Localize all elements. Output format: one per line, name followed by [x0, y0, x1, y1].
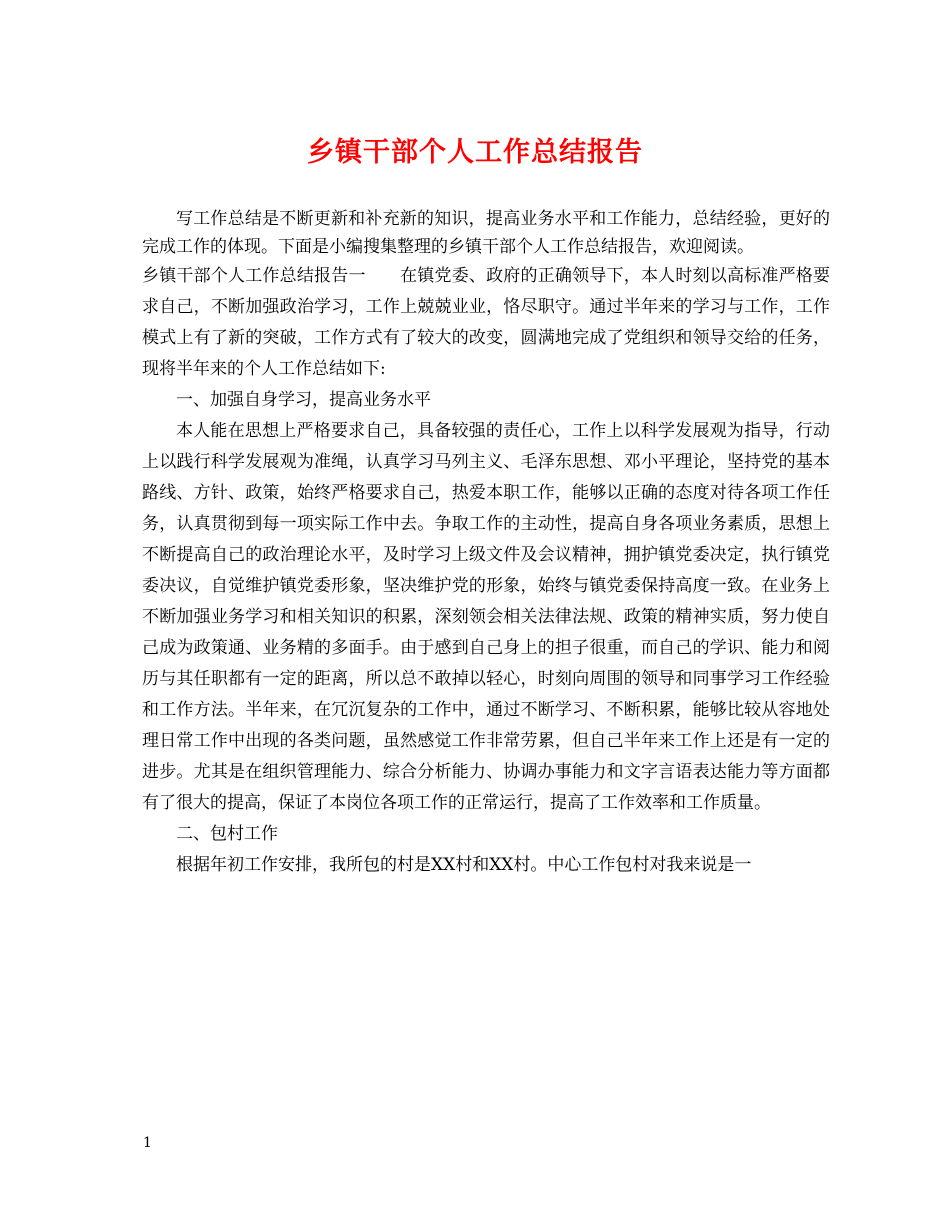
page-number: 1 — [143, 1135, 152, 1151]
section-heading-village: 二、包村工作 — [176, 824, 278, 844]
village-paragraph: 根据年初工作安排，我所包的村是XX村和XX村。中心工作包村对我来说是一 — [176, 855, 752, 875]
report-opening-paragraph: 乡镇干部个人工作总结报告一 在镇党委、政府的正确领导下，本人时刻以高标准严格要求自己，不断加强政治学习，工作上兢兢业业，恪尽职守。通过半年来的学习与工作，工作模式上有了新的突破，工作方式有了较大的改变，圆满地完成了党组织和领导交给的任务，现将半年来的个人工作总结如下: — [142, 266, 830, 379]
section-heading-study: 一、加强自身学习，提高业务水平 — [176, 390, 431, 410]
study-paragraph: 本人能在思想上严格要求自己，具备较强的责任心，工作上以科学发展观为指导，行动上以践行科学发展观为准绳，认真学习马列主义、毛泽东思想、邓小平理论，坚持党的基本路线、方针、政策，始终严格要求自己，热爱本职工作，能够以正确的态度对待各项工作任务，认真贯彻到每一项实际工作中去。争取工作的主动性，提高自身各项业务素质，思想上不断提高自己的政治理论水平，及时学习上级文件及会议精神，拥护镇党委决定，执行镇党委决议，自觉维护镇党委形象，坚决维护党的形象，始终与镇党委保持高度一致。在业务上不断加强业务学习和相关知识的积累，深刻领会相关法律法规、政策的精神实质，努力使自己成为政策通、业务精的多面手。由于感到自己身上的担子很重，而自己的学识、能力和阅历与其任职都有一定的距离，所以总不敢掉以轻心，时刻向周围的领导和同事学习工作经验和工作方法。半年来，在冗沉复杂的工作中，通过不断学习、不断积累，能够比较从容地处理日常工作中出现的各类问题，虽然感觉工作非常劳累，但自己半年来工作上还是有一定的进步。尤其是在组织管理能力、综合分析能力、协调办事能力和文字言语表达能力等方面都有了很大的提高，保证了本岗位各项工作的正常运行，提高了工作效率和工作质量。 — [142, 421, 830, 813]
document-title: 乡镇干部个人工作总结报告 — [307, 137, 643, 168]
intro-paragraph: 写工作总结是不断更新和补充新的知识，提高业务水平和工作能力，总结经验，更好的完成工作的体现。下面是小编搜集整理的乡镇干部个人工作总结报告，欢迎阅读。 — [142, 209, 830, 257]
document-body — [142, 205, 830, 881]
